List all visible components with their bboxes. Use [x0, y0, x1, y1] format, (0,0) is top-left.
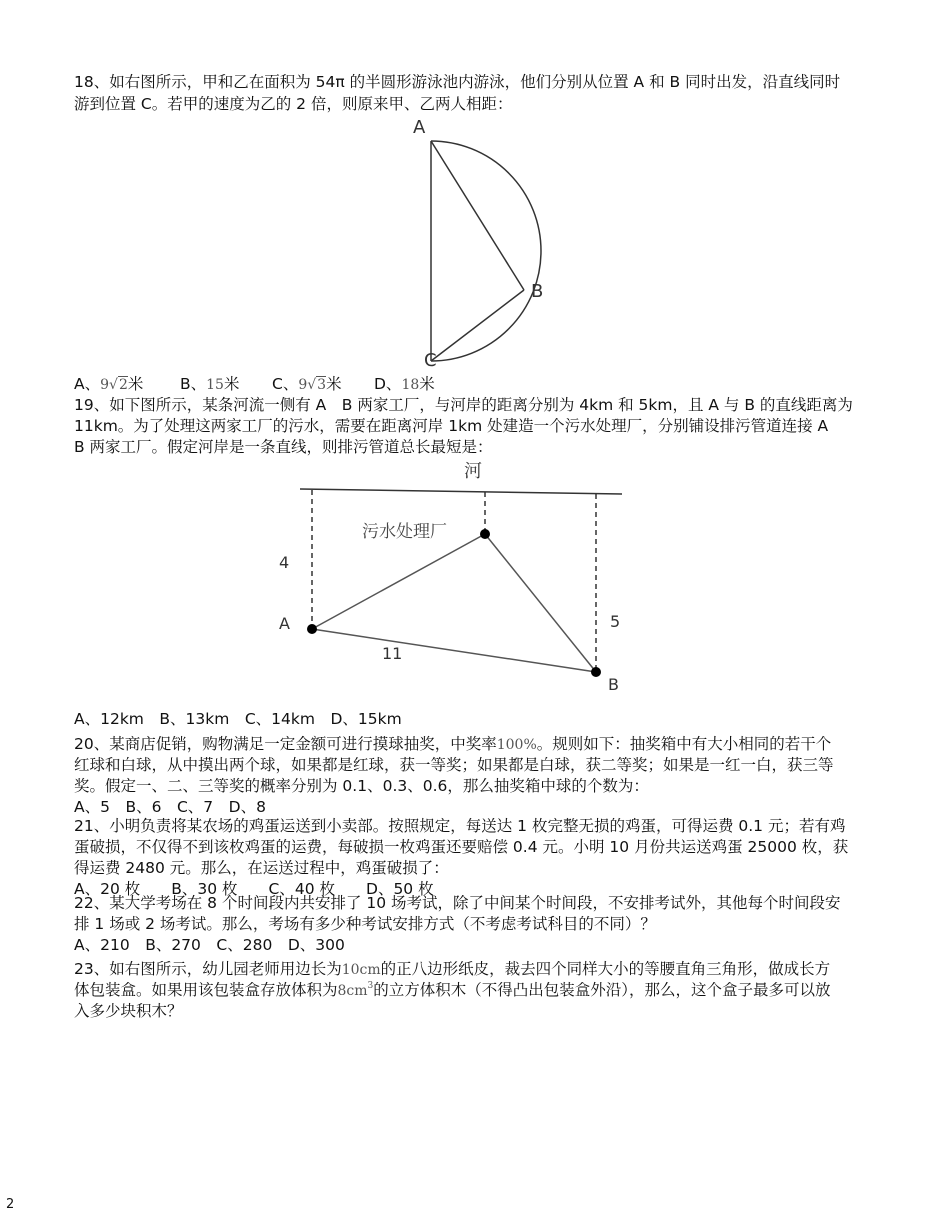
- q18-option-c-prefix: C、: [272, 375, 299, 393]
- q19-options: A、12km B、13km C、14km D、15km: [74, 710, 402, 728]
- q23-text-line1-pre: 23、如右图所示，幼儿园老师用边长为: [74, 960, 342, 978]
- q22-text-line2: 排 1 场或 2 场考试。那么，考场有多少种考试安排方式（不考虑考试科目的不同）？: [74, 915, 656, 933]
- q19-text-line2: 11km。为了处理这两家工厂的污水，需要在距离河岸 1km 处建造一个污水处理厂，分别铺设排污管道连接 A: [74, 417, 829, 435]
- q18-option-b: [180, 374, 239, 396]
- distance-a-label: 4: [279, 553, 290, 572]
- q18-option-c: C、9√3米: [272, 375, 342, 393]
- q21-text-line1: 21、小明负责将某农场的鸡蛋运送到小卖部。按照规定，每送达 1 枚完整无损的鸡蛋，可得运费 0.1 元；若有鸡: [74, 817, 846, 835]
- q18-option-d-value: 18: [401, 377, 420, 393]
- q20-text-line1: [74, 734, 831, 756]
- river-label: 河: [464, 461, 482, 482]
- q20-text-line2: 红球和白球，从中摸出两个球，如果都是红球，获一等奖；如果都是白球，获二等奖；如果是一红一白，获三等: [74, 756, 834, 774]
- q18-text-line2: 游到位置 C。若甲的速度为乙的 2 倍，则原来甲、乙两人相距：: [74, 95, 513, 113]
- q20-options: A、5 B、6 C、7 D、8: [74, 798, 266, 816]
- line-a-plant: [312, 534, 485, 629]
- q23-edge-length: 10cm: [341, 962, 381, 978]
- q18-option-a-coef: 9: [100, 377, 110, 393]
- q18-option-b-unit: 米: [223, 375, 240, 393]
- plant-label: 污水处理厂: [362, 522, 447, 542]
- point-plant: [480, 529, 490, 539]
- q18-option-c-coef: 9: [298, 377, 308, 393]
- riverbank-line: [300, 489, 622, 494]
- q22-text-line1: 22、某大学考场在 8 个时间段内共安排了 10 场考试，除了中间某个时间段，不安排考试外，其他每个时间段安: [74, 894, 841, 912]
- line-a-b: [312, 629, 596, 672]
- q23-text-line2-pre: 体包装盒。如果用该包装盒存放体积为: [74, 981, 338, 999]
- q18-option-a-unit: 米: [127, 375, 144, 393]
- q21-text-line2: 蛋破损，不仅得不到该枚鸡蛋的运费，每破损一枚鸡蛋还要赔偿 0.4 元。小明 10 月份共运送鸡蛋 25000 枚，获: [74, 838, 849, 856]
- q18-option-a: A、9√2米: [74, 375, 144, 393]
- q18-option-b-prefix: B、: [180, 375, 207, 393]
- line-plant-b: [485, 534, 596, 672]
- point-b-label: B: [608, 675, 619, 694]
- q23-text-line2-post: 的立方体积木（不得凸出包装盒外沿），那么，这个盒子最多可以放: [373, 981, 831, 999]
- q18-text-line1: 18、如右图所示，甲和乙在面积为 54π 的半圆形游泳池内游泳，他们分别从位置 A 和 B 同时出发，沿直线同时: [74, 73, 841, 91]
- q19-text-line3: B 两家工厂。假定河岸是一条直线，则排污管道总长最短是：: [74, 438, 493, 456]
- chord-ab: [431, 141, 524, 290]
- point-c-label: C: [424, 350, 437, 371]
- q18-option-b-value: 15: [206, 377, 224, 393]
- point-a-label: A: [279, 614, 290, 633]
- q18-option-d-unit: 米: [419, 375, 435, 393]
- q19-river-figure: [270, 455, 640, 705]
- q18-option-c-unit: 米: [326, 375, 342, 393]
- q18-option-c-radicand: 3: [317, 377, 327, 393]
- q18-semicircle-figure: [400, 112, 580, 374]
- page-number: 2: [6, 1197, 15, 1212]
- q20-text-line1-post: 。规则如下：抽奖箱中有大小相同的若干个: [536, 735, 832, 753]
- distance-b-label: 5: [610, 612, 621, 631]
- q23-volume: 8cm: [337, 983, 368, 999]
- q20-rate: 100%: [496, 737, 537, 753]
- q23-text-line3: 入多少块积木？: [74, 1002, 183, 1020]
- q23-text-line1-post: 的正八边形纸皮，裁去四个同样大小的等腰直角三角形，做成长方: [380, 960, 831, 978]
- q23-text-line2: [74, 980, 831, 1004]
- q18-option-d: [374, 374, 435, 396]
- q21-options: A、20 枚 B、30 枚 C、40 枚 D、50 枚: [74, 880, 434, 898]
- q23-text-line1: [74, 959, 830, 981]
- point-a-label: A: [413, 117, 426, 138]
- q23-volume-exponent: 3: [367, 981, 374, 991]
- semicircle-arc: [431, 141, 544, 361]
- q19-text-line1: 19、如下图所示，某条河流一侧有 A B 两家工厂，与河岸的距离分别为 4km 和 5km，且 A 与 B 的直线距离为: [74, 396, 853, 414]
- q20-text-line3: 奖。假定一、二、三等奖的概率分别为 0.1、0.3、0.6，那么抽奖箱中球的个数为：: [74, 777, 649, 795]
- q20-text-line1-pre: 20、某商店促销，购物满足一定金额可进行摸球抽奖，中奖率: [74, 735, 497, 753]
- distance-ab-label: 11: [382, 644, 403, 663]
- q18-option-a-radicand: 2: [118, 377, 128, 393]
- point-b: [591, 667, 601, 677]
- point-b-label: B: [531, 281, 544, 302]
- q18-option-d-prefix: D、: [374, 375, 402, 393]
- q18-option-a-prefix: A、: [74, 375, 101, 393]
- q22-options: A、210 B、270 C、280 D、300: [74, 936, 345, 954]
- point-a: [307, 624, 317, 634]
- q21-text-line3: 得运费 2480 元。那么，在运送过程中，鸡蛋破损了：: [74, 859, 449, 877]
